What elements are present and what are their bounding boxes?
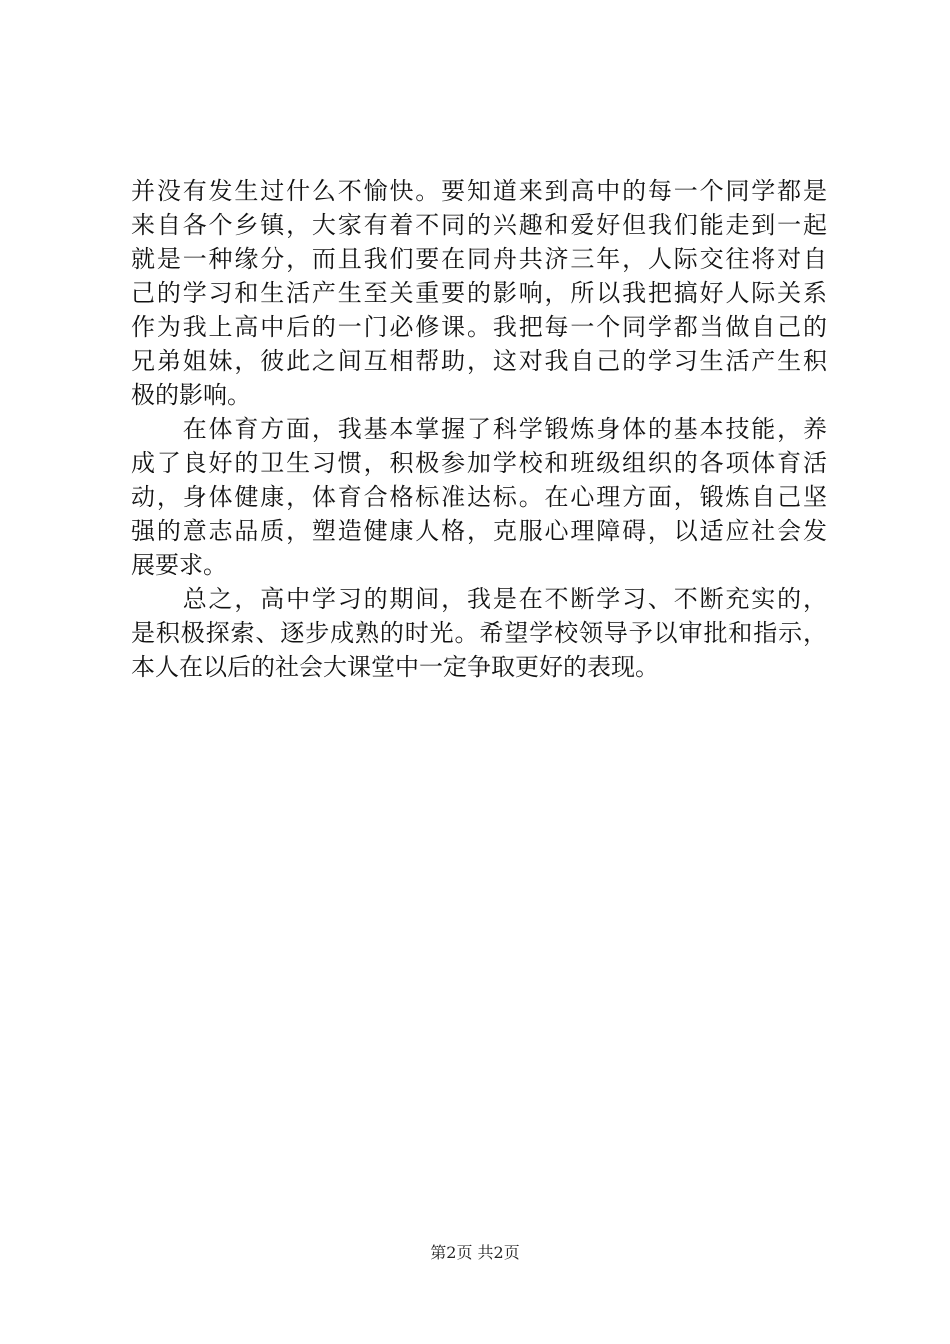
text-line: 己的学习和生活产生至关重要的影响，所以我把搞好人际关系 <box>131 279 827 307</box>
document-body <box>131 174 827 684</box>
text-line: 兄弟姐妹，彼此之间互相帮助，这对我自己的学习生活产生积 <box>131 347 827 375</box>
text-line: 作为我上高中后的一门必修课。我把每一个同学都当做自己的 <box>131 313 827 341</box>
text-line: 极的影响。 <box>131 381 251 409</box>
page-number-footer: 第2页 共2页 <box>430 1243 520 1262</box>
text-line: 本人在以后的社会大课堂中一定争取更好的表现。 <box>131 653 659 681</box>
text-line: 并没有发生过什么不愉快。要知道来到高中的每一个同学都是 <box>131 177 827 205</box>
text-line: 强的意志品质，塑造健康人格，克服心理障碍，以适应社会发 <box>131 517 827 545</box>
text-line: 展要求。 <box>131 551 227 579</box>
text-line: 是积极探索、逐步成熟的时光。希望学校领导予以审批和指示， <box>131 619 827 647</box>
text-line: 总之，高中学习的期间，我是在不断学习、不断充实的， <box>131 585 827 613</box>
text-line: 来自各个乡镇，大家有着不同的兴趣和爱好但我们能走到一起 <box>131 211 827 239</box>
text-line: 在体育方面，我基本掌握了科学锻炼身体的基本技能，养 <box>131 415 827 443</box>
text-line: 成了良好的卫生习惯，积极参加学校和班级组织的各项体育活 <box>131 449 827 477</box>
text-line: 动，身体健康，体育合格标准达标。在心理方面，锻炼自己坚 <box>131 483 827 511</box>
text-line: 就是一种缘分，而且我们要在同舟共济三年，人际交往将对自 <box>131 245 827 273</box>
